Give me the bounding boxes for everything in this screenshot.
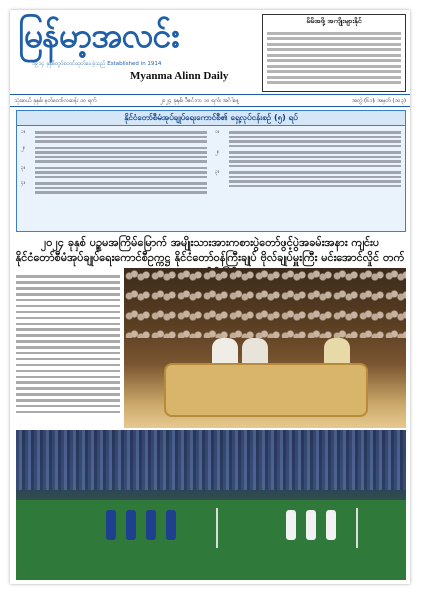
headline-line-2: နိုင်ငံတော်စီမံအုပ်ချုပ်ရေးကောင်စီဥက္ကဋ္ဌ နိုင်ငံတော်ဝန်ကြီးချုပ် ဗိုလ်ချုပ်မှူးကြီး မင်းအောင်လှိုင် တက် xyxy=(15,251,405,264)
motto-title: မိမိအဖို့ အကျိုးများနိုင် xyxy=(306,17,362,25)
policy-box xyxy=(16,110,406,232)
policy-item: ၄။ xyxy=(21,182,207,194)
policy-column-left xyxy=(21,129,207,198)
policy-item: ၂။ xyxy=(21,147,207,163)
policy-item: ၁။ xyxy=(21,131,207,143)
policy-item: ၃။ xyxy=(215,171,401,187)
dateline-bar xyxy=(10,94,410,107)
newspaper-page xyxy=(10,10,410,584)
policy-item: ၁။ xyxy=(215,131,401,147)
policy-column-right xyxy=(215,129,401,191)
motto-text xyxy=(263,27,405,89)
ceremony-photo xyxy=(124,268,406,428)
english-title: Myanma Alinn Daily xyxy=(130,70,229,82)
established-note: ၁၉၁၄ ခုနှစ်တွင်စတင်ထုတ်ဝေခဲ့သည် Established in 1914 xyxy=(32,61,162,67)
story-column xyxy=(16,272,120,412)
policy-item: ၂။ xyxy=(215,151,401,167)
policy-item: ၃။ xyxy=(21,167,207,179)
stadium-photo xyxy=(16,430,406,580)
headline-line-1: ၂၀၂၄ ခုနှစ် ပဉ္စမအကြိမ်မြောက် အမျိုးသားအားကစားပွဲတော်ဖွင့်ပွဲအခမ်းအနား ကျင်းပ xyxy=(40,236,380,249)
dateline-center: ၂၀၂၄ ခုနှစ်၊ ဒီဇင်ဘာ ၁၀ ရက်၊ အင်္ဂါနေ့ xyxy=(160,98,240,104)
motto-box xyxy=(262,14,406,92)
masthead xyxy=(10,10,410,92)
dateline-left: သုံးဆယ် ခုနှစ်၊ နတ်တော်လဆန်း ၁၀ ရက် xyxy=(14,98,97,104)
policy-box-title: နိုင်ငံတော်စီမံအုပ်ချုပ်ရေးကောင်စီ၏ ရှေ့လုပ်ငန်းစဉ် (၅) ရပ် xyxy=(17,111,405,126)
dateline-right: အတွဲ (၆၁)၊ အမှတ် (၁၀၃) xyxy=(351,98,406,104)
newspaper-logo: မြန်မာ့အလင်း xyxy=(18,16,179,56)
